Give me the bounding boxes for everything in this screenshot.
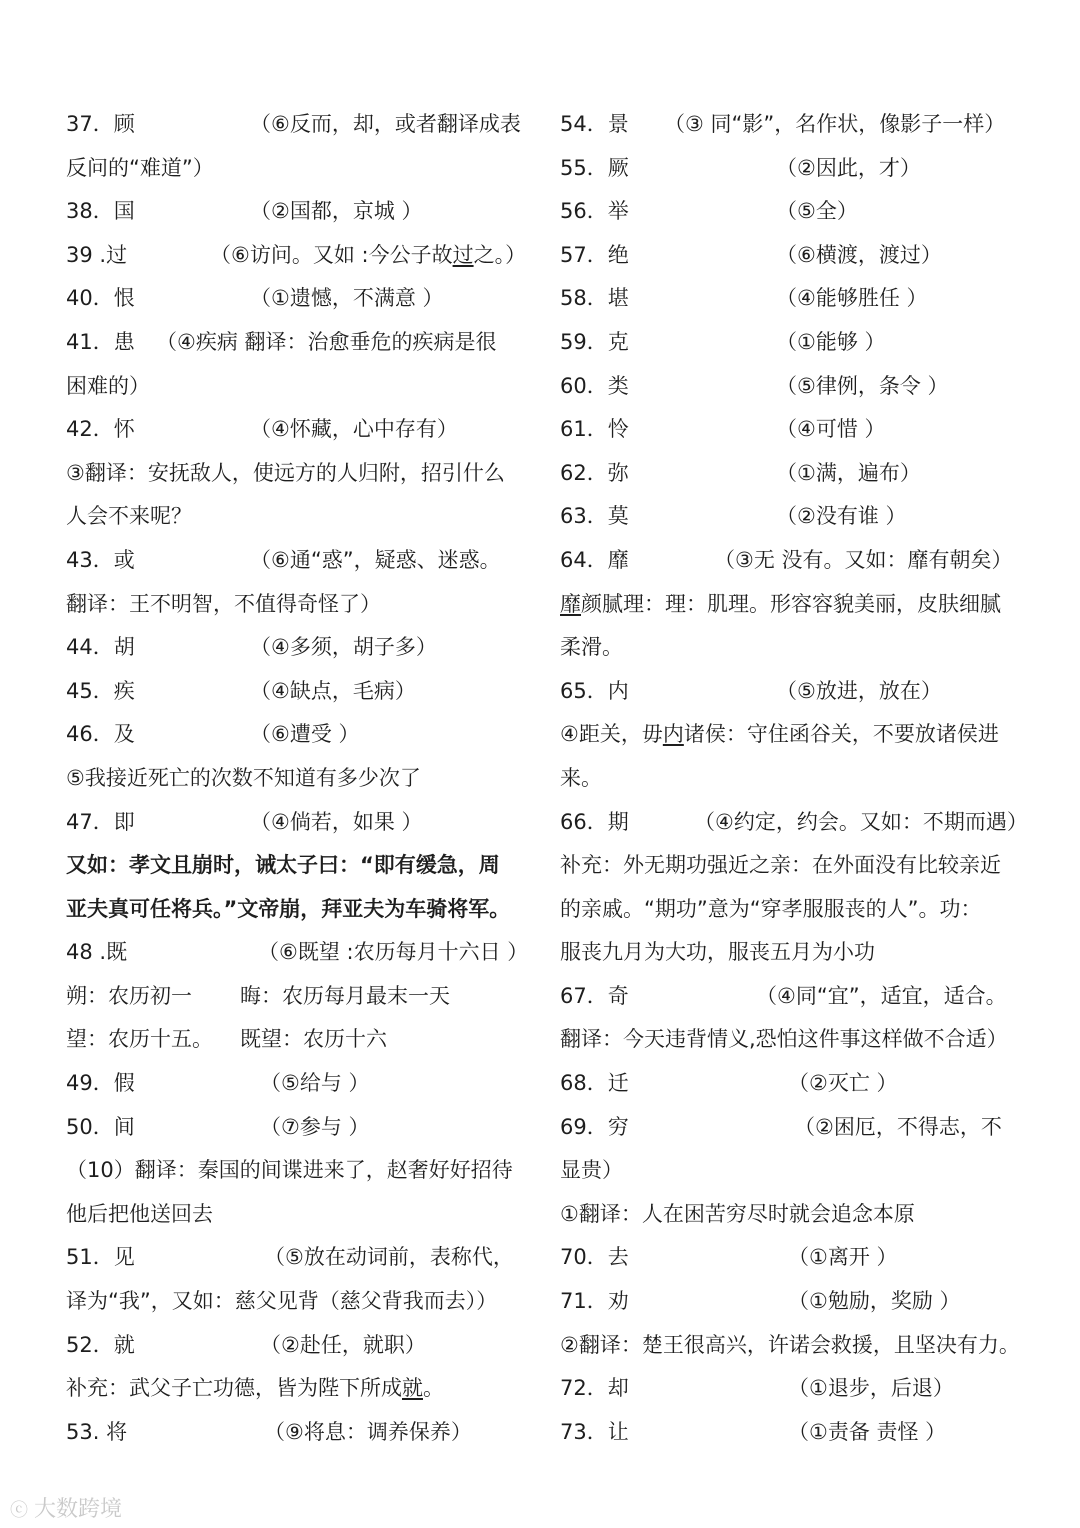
entry-text: 48 .既 xyxy=(66,940,128,965)
entry-text: 58．堪 xyxy=(560,286,629,311)
entry-line xyxy=(66,931,536,975)
entry-line xyxy=(560,365,1030,409)
entry-text: 70．去 xyxy=(560,1245,629,1270)
entry-line xyxy=(66,234,536,278)
entry-definition: （③无 没有。又如：靡有朝矣） xyxy=(714,547,1013,572)
entry-text: 72．却 xyxy=(560,1376,629,1401)
entry-definition: （②国都，京城 ） xyxy=(250,199,423,224)
entry-text: 靡颜腻理：理：肌理。形容容貌美丽，皮肤细腻 xyxy=(560,591,1001,616)
entry-definition: （④同“宜”，适宜，适合。 xyxy=(756,983,1007,1008)
entry-text: 来。 xyxy=(560,765,602,790)
entry-line xyxy=(560,1193,1030,1237)
entry-definition: （①责备 责怪 ） xyxy=(788,1419,947,1444)
entry-line xyxy=(560,495,1030,539)
entry-line xyxy=(66,147,536,191)
entry-text: 补充：外无期功强近之亲：在外面没有比较亲近 xyxy=(560,853,1001,878)
entry-definition: （⑤放进，放在） xyxy=(776,678,942,703)
entry-text: 57．绝 xyxy=(560,242,629,267)
entry-text: 人会不来呢？ xyxy=(66,504,192,529)
entry-definition: （④缺点，毛病） xyxy=(250,678,416,703)
entry-text: 46．及 xyxy=(66,722,135,747)
entry-text: 37．顾 xyxy=(66,112,135,136)
entry-text: 63．莫 xyxy=(560,504,629,529)
entry-line xyxy=(560,321,1030,365)
entry-text: 翻译：今天违背情义,恐怕这件事这样做不合适） xyxy=(560,1027,1008,1052)
entry-line xyxy=(66,495,536,539)
entry-line xyxy=(560,801,1030,845)
entry-line xyxy=(560,975,1030,1019)
entry-line xyxy=(560,234,1030,278)
entry-text: 40．恨 xyxy=(66,286,135,311)
entry-text: 68．迁 xyxy=(560,1071,629,1096)
entry-line xyxy=(560,1367,1030,1411)
entry-line xyxy=(66,1411,536,1455)
entry-definition: （①离开 ） xyxy=(788,1245,898,1270)
entry-definition: （④能够胜任 ） xyxy=(776,286,928,311)
entry-definition: （②困厄，不得志，不 xyxy=(794,1114,1002,1139)
entry-text: 59．克 xyxy=(560,329,629,354)
entry-text: 望：农历十五。 xyxy=(66,1027,213,1052)
entry-text: 44．胡 xyxy=(66,635,135,660)
entry-line xyxy=(560,1236,1030,1280)
entry-line xyxy=(66,1236,536,1280)
entry-line xyxy=(560,452,1030,496)
entry-text: 困难的） xyxy=(66,373,150,398)
entry-text: 62．弥 xyxy=(560,460,629,485)
entry-line xyxy=(66,408,536,452)
entry-line xyxy=(560,1411,1030,1455)
entry-line xyxy=(66,539,536,583)
entry-text: 71．劝 xyxy=(560,1289,629,1314)
entry-definition: （①退步，后退） xyxy=(788,1376,954,1401)
underlined-char: 靡 xyxy=(560,591,581,616)
left-column xyxy=(66,103,536,1454)
entry-definition: （⑤全） xyxy=(776,199,858,224)
entry-text: ①翻译：人在困苦穷尽时就会追念本原 xyxy=(560,1201,915,1226)
entry-line xyxy=(66,1018,536,1062)
entry-line xyxy=(560,670,1030,714)
entry-definition: 既望：农历十六 xyxy=(240,1027,387,1052)
entry-text: 又如：孝文且崩时，诫太子曰：“即有缓急，周 xyxy=(66,853,500,878)
entry-line xyxy=(560,539,1030,583)
entry-definition: （⑦参与 ） xyxy=(260,1114,370,1139)
entry-line xyxy=(560,1018,1030,1062)
entry-text: ⑤我接近死亡的次数不知道有多少次了 xyxy=(66,765,421,790)
entry-definition: （⑥通“惑”，疑惑、迷惑。 xyxy=(250,547,501,572)
entry-text: 译为“我”，又如：慈父见背（慈父背我而去）） xyxy=(66,1289,498,1314)
entry-line xyxy=(560,147,1030,191)
entry-definition: （⑤放在动词前，表称代， xyxy=(264,1245,514,1270)
entry-line xyxy=(66,321,536,365)
entry-line xyxy=(66,888,536,932)
entry-line xyxy=(560,583,1030,627)
entry-line xyxy=(66,626,536,670)
entry-line xyxy=(560,888,1030,932)
entry-text: 53. 将 xyxy=(66,1419,128,1444)
entry-line xyxy=(66,1367,536,1411)
entry-line xyxy=(66,365,536,409)
entry-line xyxy=(66,277,536,321)
entry-definition: （①能够 ） xyxy=(776,329,886,354)
entry-text: 56．举 xyxy=(560,199,629,224)
entry-line xyxy=(560,190,1030,234)
entry-definition: （③ 同“影”，名作状，像影子一样） xyxy=(664,112,1006,136)
entry-text: 服丧九月为大功，服丧五月为小功 xyxy=(560,940,875,965)
entry-line xyxy=(66,844,536,888)
entry-text: 反问的“难道”） xyxy=(66,155,214,180)
entry-text: ③翻译：安抚敌人，使远方的人归附，招引什么 xyxy=(66,460,505,485)
entry-definition: （①满，遍布） xyxy=(776,460,921,485)
entry-text: 73．让 xyxy=(560,1419,629,1444)
entry-definition: （⑥遭受 ） xyxy=(250,722,360,747)
entry-definition: （⑨将息：调养保养） xyxy=(264,1419,472,1444)
entry-text: 50．间 xyxy=(66,1114,135,1139)
entry-line xyxy=(66,1193,536,1237)
entry-text: 45．疾 xyxy=(66,678,135,703)
entry-line xyxy=(66,1062,536,1106)
entry-line xyxy=(560,1149,1030,1193)
entry-line xyxy=(560,713,1030,757)
entry-text: 38．国 xyxy=(66,199,135,224)
entry-line xyxy=(66,1280,536,1324)
entry-definition: （②赴任，就职） xyxy=(260,1332,426,1357)
entry-definition: （②因此，才） xyxy=(776,155,921,180)
entry-definition: （④怀藏，心中存有） xyxy=(250,417,458,442)
entry-definition: （⑥既望 :农历每月十六日 ） xyxy=(258,940,529,965)
entry-text: 55．厥 xyxy=(560,155,629,180)
entry-line xyxy=(560,1106,1030,1150)
entry-definition: （④约定，约会。又如：不期而遇） xyxy=(694,809,1028,834)
entry-line xyxy=(66,801,536,845)
entry-definition: （⑤给与 ） xyxy=(260,1071,370,1096)
entry-definition: （②灭亡 ） xyxy=(788,1071,898,1096)
right-column xyxy=(560,103,1030,1454)
entry-definition: 晦：农历每月最末一天 xyxy=(240,983,450,1008)
entry-line xyxy=(66,452,536,496)
underlined-char: 就 xyxy=(402,1376,423,1401)
entry-text: 69．穷 xyxy=(560,1114,629,1139)
entry-text: 54．景 xyxy=(560,112,629,136)
entry-text: 51．见 xyxy=(66,1245,135,1270)
entry-line xyxy=(66,583,536,627)
entry-text: 65．内 xyxy=(560,678,629,703)
entry-text: 67．奇 xyxy=(560,983,629,1008)
watermark-text: 大数跨境 xyxy=(34,1497,123,1522)
entry-text: 42．怀 xyxy=(66,417,135,442)
entry-text: 显贵） xyxy=(560,1158,623,1183)
entry-line xyxy=(560,931,1030,975)
entry-definition: （⑥反而，却，或者翻译成表 xyxy=(250,112,521,136)
entry-line xyxy=(560,1324,1030,1368)
entry-line xyxy=(560,408,1030,452)
entry-line xyxy=(66,1149,536,1193)
entry-text: （10）翻译：秦国的间谍进来了，赵奢好好招待 xyxy=(66,1158,513,1183)
entry-text: 39 .过 xyxy=(66,242,128,267)
entry-text: 60．类 xyxy=(560,373,629,398)
entry-line xyxy=(560,1280,1030,1324)
entry-text: 他后把他送回去 xyxy=(66,1201,213,1226)
entry-line xyxy=(560,626,1030,670)
entry-line xyxy=(66,975,536,1019)
entry-text: ④距关，毋内诸侯：守住函谷关，不要放诸侯进 xyxy=(560,722,999,747)
entry-line xyxy=(66,1324,536,1368)
entry-text: 61．怜 xyxy=(560,417,629,442)
entry-definition: （②没有谁 ） xyxy=(776,504,907,529)
entry-text: 朔：农历初一 xyxy=(66,983,192,1008)
entry-line xyxy=(66,713,536,757)
entry-text: 64．靡 xyxy=(560,547,629,572)
entry-text: 49．假 xyxy=(66,1071,135,1096)
entry-line xyxy=(560,844,1030,888)
underlined-char: 过 xyxy=(452,242,474,267)
entry-definition: （④可惜 ） xyxy=(776,417,886,442)
entry-definition: （④倘若，如果 ） xyxy=(250,809,423,834)
entry-definition: （④多须，胡子多） xyxy=(250,635,437,660)
entry-text: ②翻译：楚王很高兴，许诺会救援，且坚决有力。 xyxy=(560,1332,1020,1357)
entry-definition: （④疾病 翻译：治愈垂危的疾病是很 xyxy=(156,329,497,354)
entry-line xyxy=(560,277,1030,321)
entry-line xyxy=(66,1106,536,1150)
entry-line xyxy=(66,757,536,801)
entry-text: 47．即 xyxy=(66,809,135,834)
watermark-logo-icon: ⓒ xyxy=(10,1500,28,1521)
entry-line xyxy=(66,103,536,147)
underlined-char: 内 xyxy=(662,722,684,747)
entry-text: 补充：武父子亡功德，皆为陛下所成就。 xyxy=(66,1376,444,1401)
entry-line xyxy=(560,103,1030,147)
entry-line xyxy=(560,1062,1030,1106)
entry-text: 的亲戚。“期功”意为“穿孝服服丧的人”。功： xyxy=(560,896,982,921)
entry-definition: （①勉励，奖励 ） xyxy=(788,1289,961,1314)
entry-line xyxy=(66,190,536,234)
entry-text: 41．患 xyxy=(66,329,135,354)
entry-definition: （⑥访问。又如 :今公子故过之。） xyxy=(210,242,527,267)
entry-definition: （①遗憾，不满意 ） xyxy=(250,286,444,311)
watermark xyxy=(10,1492,122,1523)
entry-definition: （⑥横渡，渡过） xyxy=(776,242,942,267)
entry-line xyxy=(560,757,1030,801)
entry-line xyxy=(66,670,536,714)
entry-text: 柔滑。 xyxy=(560,635,623,660)
entry-text: 66．期 xyxy=(560,809,629,834)
entry-text: 43．或 xyxy=(66,547,135,572)
entry-text: 52．就 xyxy=(66,1332,135,1357)
entry-definition: （⑤律例，条令 ） xyxy=(776,373,949,398)
entry-text: 翻译：王不明智，不值得奇怪了） xyxy=(66,591,381,616)
entry-text: 亚夫真可任将兵。”文帝崩，拜亚夫为车骑将军。 xyxy=(66,896,511,921)
